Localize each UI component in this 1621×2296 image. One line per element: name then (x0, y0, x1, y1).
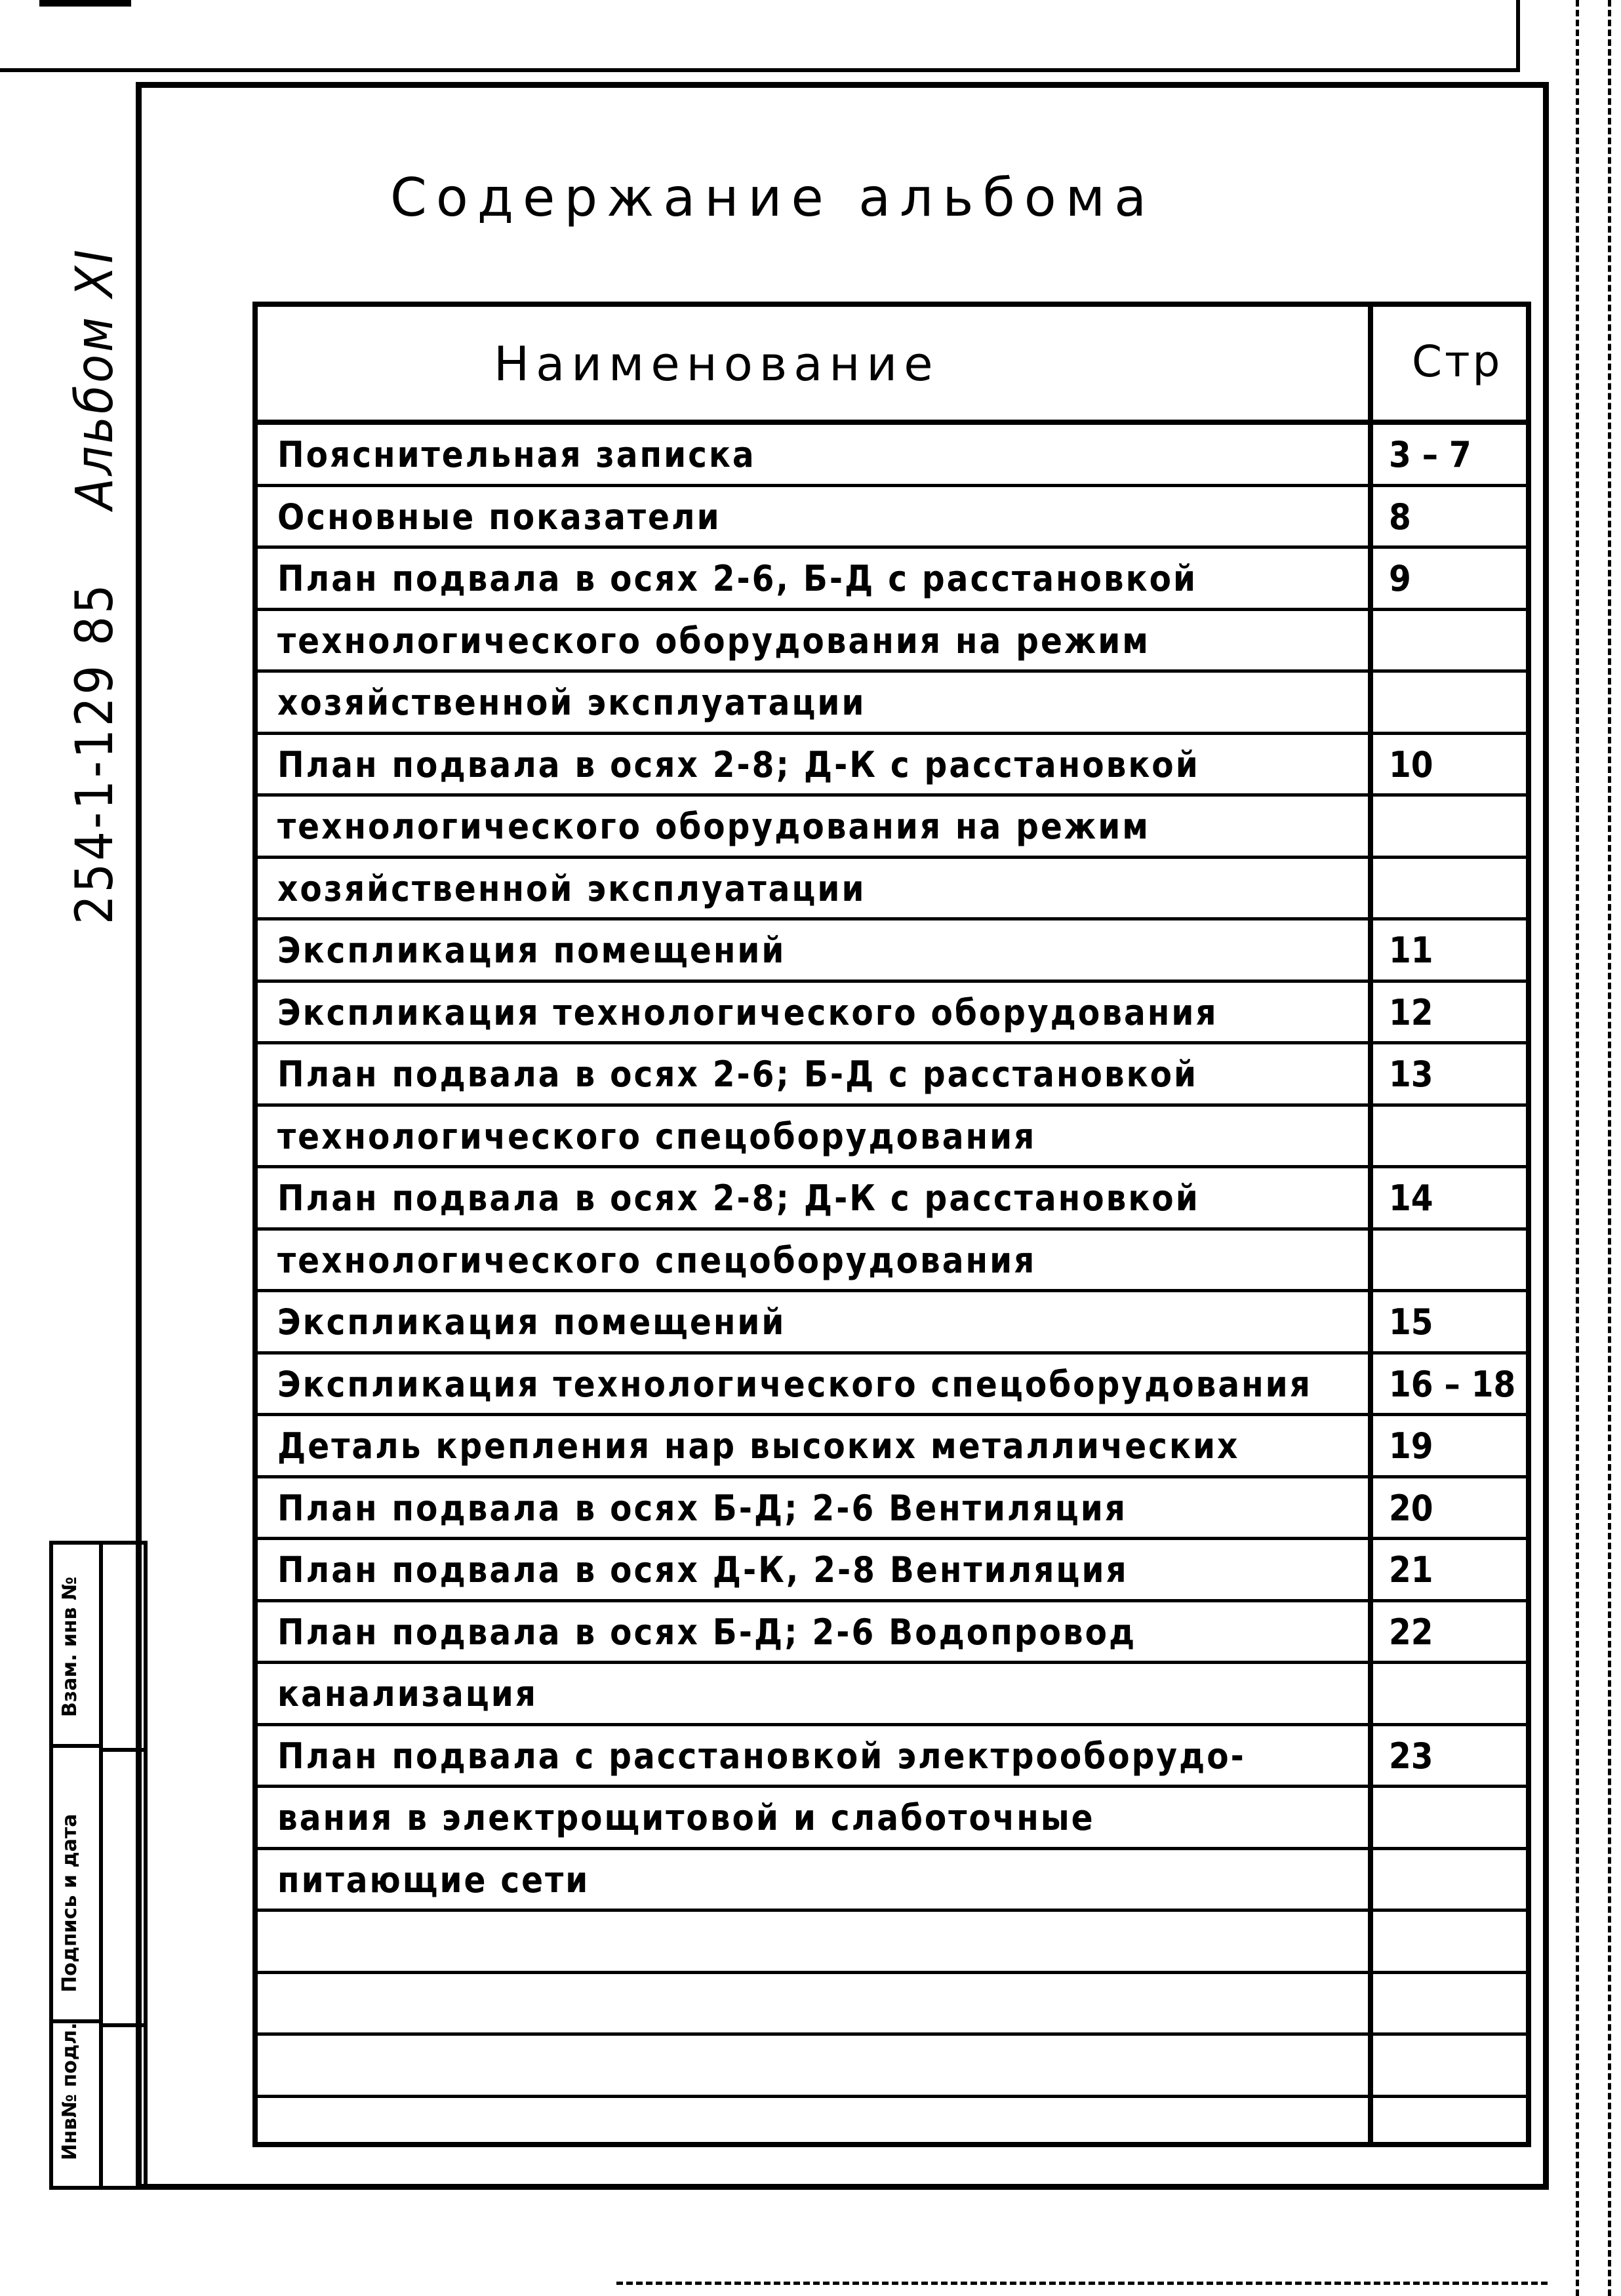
table-row (258, 735, 1526, 797)
row-page: 23 (1389, 1735, 1433, 1777)
adjacent-sheet-strip (0, 0, 1520, 72)
table-row (258, 673, 1526, 735)
row-name: План подвала с расстановкой электрооборудо- (277, 1735, 1246, 1777)
row-page: 20 (1389, 1487, 1433, 1529)
row-page: 13 (1389, 1054, 1433, 1095)
table-row (258, 1416, 1526, 1478)
side-stamp (49, 1541, 148, 2190)
adjacent-sheet-mark (39, 0, 131, 7)
row-page: 11 (1389, 930, 1433, 971)
cut-line-inner (1576, 0, 1579, 2296)
row-name: Экспликация помещений (277, 930, 786, 971)
row-name: План подвала в осях Б-Д; 2-6 Вентиляция (277, 1487, 1127, 1529)
table-row (258, 1107, 1526, 1169)
row-name: План подвала в осях 2-6, Б-Д с расстановкой (277, 558, 1198, 599)
table-row (258, 797, 1526, 859)
row-name: План подвала в осях Д-К, 2-8 Вентиляция (277, 1549, 1129, 1591)
designation-code: 254-1-129 85 (66, 582, 125, 924)
stamp-divider-1 (99, 1748, 144, 1752)
stamp-label-vzam-inv: Взам. инв № (58, 1576, 81, 1717)
row-name: Основные показатели (277, 496, 721, 538)
row-page: 22 (1389, 1611, 1433, 1653)
row-page: 9 (1389, 558, 1411, 599)
stamp-cell-inv-podl (53, 2023, 99, 2187)
row-page: 19 (1389, 1425, 1433, 1467)
vertical-designation (66, 72, 125, 924)
stamp-divider-2 (99, 2023, 144, 2027)
table-row (258, 1788, 1526, 1850)
stamp-label-column (53, 1545, 103, 2186)
table-rows (258, 425, 1526, 2098)
table-row (258, 1355, 1526, 1417)
table-row (258, 487, 1526, 549)
stamp-cell-vzam-inv (53, 1545, 99, 1748)
table-row (258, 1912, 1526, 1974)
table-row (258, 1602, 1526, 1665)
table-row (258, 1168, 1526, 1231)
row-page: 15 (1389, 1301, 1433, 1343)
table-row (258, 920, 1526, 983)
row-name: технологического спецоборудования (277, 1239, 1037, 1281)
document-title: Содержание альбома (390, 167, 1156, 228)
row-page: 21 (1389, 1549, 1433, 1591)
stamp-label-podpis-data: Подпись и дата (58, 1813, 81, 1992)
cut-line-outer (1608, 0, 1611, 2296)
stamp-label-inv-podl: Инв№ подл. (58, 2022, 81, 2160)
bottom-cut-line (616, 2282, 1548, 2285)
contents-table (252, 302, 1531, 2147)
table-row (258, 611, 1526, 673)
table-row (258, 1231, 1526, 1293)
stamp-cell-podpis-data (53, 1748, 99, 2023)
table-row (258, 549, 1526, 611)
table-header (258, 307, 1526, 425)
table-row (258, 1292, 1526, 1355)
table-row (258, 2036, 1526, 2098)
table-row (258, 1726, 1526, 1789)
row-name: технологического оборудования на режим (277, 806, 1151, 847)
row-name: План подвала в осях 2-6; Б-Д с расстановкой (277, 1054, 1199, 1095)
row-name: технологического оборудования на режим (277, 620, 1151, 662)
row-name: технологического спецоборудования (277, 1115, 1037, 1157)
row-page: 3 – 7 (1389, 434, 1471, 475)
row-name: Экспликация помещений (277, 1301, 786, 1343)
row-name: Пояснительная записка (277, 434, 756, 475)
album-number: Альбом XI (66, 247, 125, 510)
row-name: План подвала в осях 2-8; Д-К с расстановкой (277, 1178, 1200, 1219)
table-row (258, 1850, 1526, 1912)
table-row (258, 859, 1526, 921)
table-row (258, 1540, 1526, 1602)
row-page: 8 (1389, 496, 1411, 538)
row-page: 16 – 18 (1389, 1363, 1516, 1405)
header-page: Стр (1412, 336, 1503, 387)
row-name: вания в электрощитовой и слаботочные (277, 1797, 1095, 1838)
row-name: Экспликация технологического спецоборудования (277, 1363, 1312, 1405)
row-page: 10 (1389, 743, 1433, 785)
row-name: хозяйственной эксплуатации (277, 682, 866, 723)
header-name: Наименование (494, 336, 940, 391)
table-row (258, 1478, 1526, 1541)
row-name: Экспликация технологического оборудования (277, 991, 1218, 1033)
table-row (258, 1974, 1526, 2036)
row-name: План подвала в осях Б-Д; 2-6 Водопровод (277, 1611, 1137, 1653)
table-row (258, 1664, 1526, 1726)
row-name: питающие сети (277, 1859, 590, 1901)
row-name: План подвала в осях 2-8; Д-К с расстановкой (277, 743, 1200, 785)
row-page: 14 (1389, 1178, 1433, 1219)
table-row (258, 425, 1526, 487)
table-row (258, 1044, 1526, 1107)
row-page: 12 (1389, 991, 1433, 1033)
row-name: Деталь крепления нар высоких металлических (277, 1425, 1240, 1467)
table-row (258, 983, 1526, 1045)
row-name: хозяйственной эксплуатации (277, 867, 866, 909)
row-name: канализация (277, 1673, 538, 1714)
